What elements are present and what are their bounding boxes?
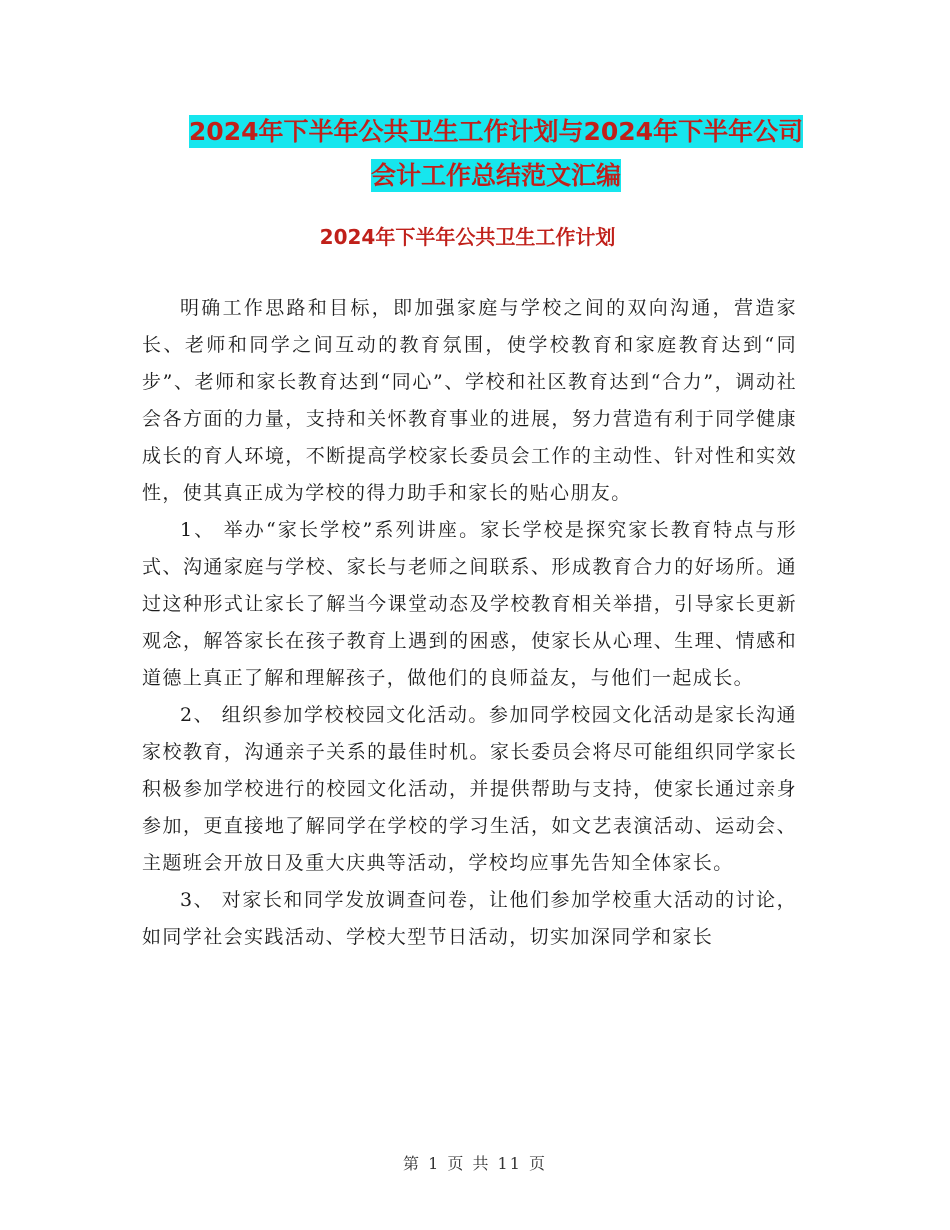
paragraph-item-3: 3、 对家长和同学发放调查问卷，让他们参加学校重大活动的讨论，如同学社会实践活动、学校大型节日活动，切实加深同学和家长 xyxy=(142,889,797,948)
page-footer: 第 1 页 共 11 页 xyxy=(403,1154,547,1173)
document-title-line2: 会计工作总结范文汇编 xyxy=(370,161,621,190)
paragraph-item-2: 2、 组织参加学校校园文化活动。参加同学校园文化活动是家长沟通家校教育，沟通亲子关系的最佳时机。家长委员会将尽可能组织同学家长积极参加学校进行的校园文化活动，并提供帮助与支持，使家长通过亲身参加，更直接地了解同学在学校的学习生活，如文艺表演活动、运动会、主题班会开放日及重大庆典等活动，学校均应事先告知全体家长。 xyxy=(142,704,797,874)
paragraph-item-1: 1、 举办“家长学校”系列讲座。家长学校是探究家长教育特点与形式、沟通家庭与学校、家长与老师之间联系、形成教育合力的好场所。通过这种形式让家长了解当今课堂动态及学校教育相关举措，引导家长更新观念，解答家长在孩子教育上遇到的困惑，使家长从心理、生理、情感和道德上真正了解和理解孩子，做他们的良师益友，与他们一起成长。 xyxy=(142,519,797,689)
document-title-line1: 2024年下半年公共卫生工作计划与2024年下半年公司 xyxy=(188,117,804,146)
section-title: 2024年下半年公共卫生工作计划 xyxy=(319,225,616,249)
paragraph-intro: 明确工作思路和目标，即加强家庭与学校之间的双向沟通，营造家长、老师和同学之间互动的教育氛围，使学校教育和家庭教育达到“同步”、老师和家长教育达到“同心”、学校和社区教育达到“合力”，调动社会各方面的力量，支持和关怀教育事业的进展，努力营造有利于同学健康成长的育人环境，不断提高学校家长委员会工作的主动性、针对性和实效性，使其真正成为学校的得力助手和家长的贴心朋友。 xyxy=(142,297,797,504)
document-title xyxy=(140,110,852,198)
document-body xyxy=(142,290,797,956)
